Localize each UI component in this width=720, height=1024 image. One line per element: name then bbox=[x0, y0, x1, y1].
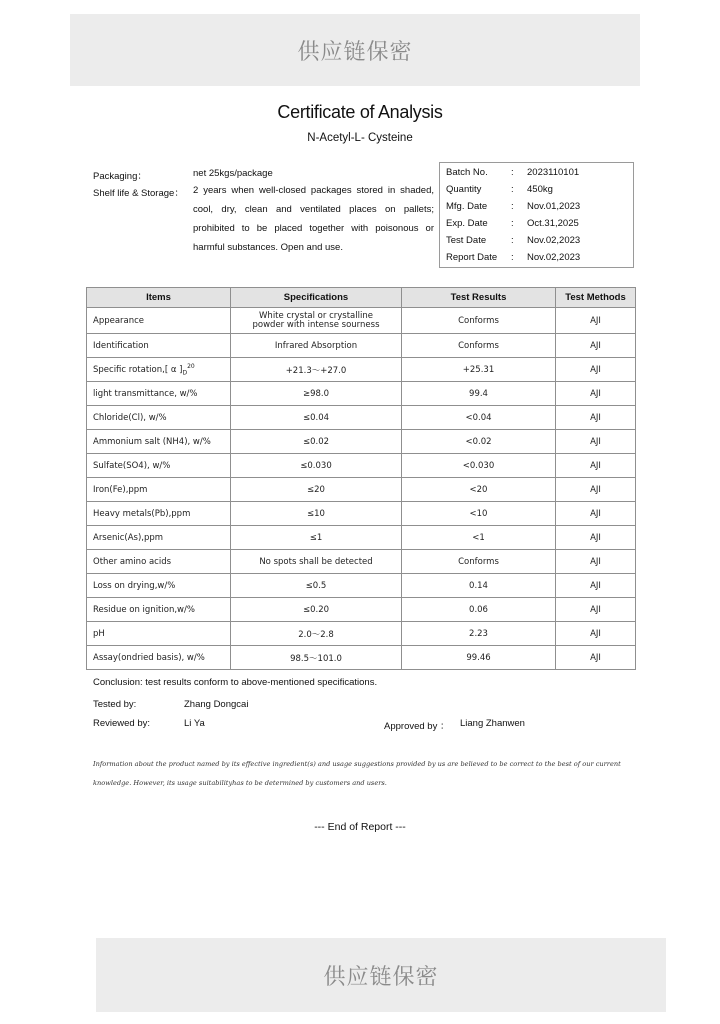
cell-specification: ≤0.02 bbox=[231, 430, 402, 454]
table-row bbox=[87, 598, 636, 622]
document-title: Certificate of Analysis bbox=[277, 102, 443, 122]
column-header-test-results: Test Results bbox=[402, 288, 556, 308]
table-row bbox=[87, 358, 636, 382]
batch-row-batch-no bbox=[440, 167, 633, 184]
cell-result: 0.14 bbox=[402, 574, 556, 598]
cell-specification bbox=[231, 308, 402, 334]
batch-value: Oct.31,2025 bbox=[527, 218, 579, 229]
batch-value: 450kg bbox=[527, 184, 553, 195]
cell-result: <0.030 bbox=[402, 454, 556, 478]
batch-label: Mfg. Date bbox=[446, 201, 488, 212]
shelf-life-value: 2 years when well-closed packages stored in shaded, cool, dry, clean and ventilated places on pallets; prohibited to be placed together with poisonous or harmful substances. Open and use. bbox=[193, 185, 434, 253]
cell-result: 2.23 bbox=[402, 622, 556, 646]
cell-method: AJI bbox=[556, 598, 636, 622]
reviewed-by-label: Reviewed by: bbox=[93, 718, 151, 729]
packaging-label: Packaging： bbox=[93, 171, 147, 182]
cell-method: AJI bbox=[556, 622, 636, 646]
batch-label: Test Date bbox=[446, 235, 487, 246]
batch-row-report-date bbox=[440, 252, 633, 269]
cell-result: <0.02 bbox=[402, 430, 556, 454]
column-header-items: Items bbox=[87, 288, 231, 308]
end-of-report: --- End of Report --- bbox=[314, 821, 406, 833]
batch-colon: : bbox=[511, 201, 514, 212]
cell-method: AJI bbox=[556, 550, 636, 574]
table-row bbox=[87, 574, 636, 598]
batch-row-exp-date bbox=[440, 218, 633, 235]
batch-label: Exp. Date bbox=[446, 218, 488, 229]
item-subscript: D bbox=[182, 369, 188, 377]
table-row bbox=[87, 334, 636, 358]
disclaimer-note: Information about the product named by its effective ingredient(s) and usage suggestions provided by us are believed to be correct to the best of our current knowledge. However, its usage suitabilityhas to be determined by customers and users. bbox=[93, 760, 621, 787]
cell-method: AJI bbox=[556, 358, 636, 382]
batch-label: Quantity bbox=[446, 184, 482, 195]
batch-row-mfg-date bbox=[440, 201, 633, 218]
cell-item: Heavy metals(Pb),ppm bbox=[87, 502, 231, 526]
batch-value: Nov.02,2023 bbox=[527, 252, 581, 263]
product-name: N-Acetyl-L- Cysteine bbox=[307, 132, 413, 144]
cell-item: Iron(Fe),ppm bbox=[87, 478, 231, 502]
cell-item: Sulfate(SO4), w/% bbox=[87, 454, 231, 478]
table-row bbox=[87, 454, 636, 478]
packaging-value: net 25kgs/package bbox=[193, 168, 273, 179]
approved-by-name: Liang Zhanwen bbox=[460, 718, 525, 729]
batch-colon: : bbox=[511, 167, 514, 178]
batch-value: Nov.01,2023 bbox=[527, 201, 581, 212]
batch-info-box bbox=[439, 162, 634, 268]
cell-item: Loss on drying,w/% bbox=[87, 574, 231, 598]
cell-method: AJI bbox=[556, 646, 636, 670]
table-row bbox=[87, 622, 636, 646]
cell-item: light transmittance, w/% bbox=[87, 382, 231, 406]
column-header-test-methods: Test Methods bbox=[556, 288, 636, 308]
batch-colon: : bbox=[511, 252, 514, 263]
column-header-specifications: Specifications bbox=[231, 288, 402, 308]
cell-specification: 98.5～101.0 bbox=[231, 646, 402, 670]
batch-row-test-date bbox=[440, 235, 633, 252]
batch-label: Batch No. bbox=[446, 167, 488, 178]
cell-item: Residue on ignition,w/% bbox=[87, 598, 231, 622]
cell-result: 0.06 bbox=[402, 598, 556, 622]
cell-item: Identification bbox=[87, 334, 231, 358]
spec-line: powder with intense sourness bbox=[252, 319, 380, 330]
batch-label: Report Date bbox=[446, 252, 498, 263]
item-text: Specific rotation,[ α ] bbox=[93, 364, 183, 375]
cell-specification: ≤10 bbox=[231, 502, 402, 526]
cell-item: Chloride(Cl), w/% bbox=[87, 406, 231, 430]
cell-item: Other amino acids bbox=[87, 550, 231, 574]
cell-specification: ≤0.20 bbox=[231, 598, 402, 622]
reviewed-by-name: Li Ya bbox=[184, 718, 205, 729]
table-row bbox=[87, 382, 636, 406]
watermark-bottom: 供应链保密 bbox=[96, 938, 666, 1012]
cell-result: Conforms bbox=[402, 334, 556, 358]
cell-result: Conforms bbox=[402, 308, 556, 334]
cell-result: <0.04 bbox=[402, 406, 556, 430]
spec-line: White crystal or crystalline bbox=[259, 310, 373, 321]
batch-value: Nov.02,2023 bbox=[527, 235, 581, 246]
cell-specification: ≤20 bbox=[231, 478, 402, 502]
analysis-table bbox=[86, 287, 636, 670]
cell-method: AJI bbox=[556, 406, 636, 430]
batch-row-quantity bbox=[440, 184, 633, 201]
cell-method: AJI bbox=[556, 382, 636, 406]
shelf-life-label: Shelf life & Storage： bbox=[93, 188, 184, 199]
cell-specification: +21.3～+27.0 bbox=[231, 358, 402, 382]
tested-by-name: Zhang Dongcai bbox=[184, 699, 249, 710]
cell-item: Assay(ondried basis), w/% bbox=[87, 646, 231, 670]
cell-method: AJI bbox=[556, 430, 636, 454]
cell-result: 99.46 bbox=[402, 646, 556, 670]
cell-result: Conforms bbox=[402, 550, 556, 574]
cell-result: 99.4 bbox=[402, 382, 556, 406]
cell-specification: No spots shall be detected bbox=[231, 550, 402, 574]
item-superscript: 20 bbox=[187, 362, 195, 370]
watermark-top: 供应链保密 bbox=[70, 14, 640, 86]
cell-item: Appearance bbox=[87, 308, 231, 334]
conclusion-text: Conclusion: test results conform to above-mentioned specifications. bbox=[93, 677, 378, 688]
cell-method: AJI bbox=[556, 308, 636, 334]
cell-method: AJI bbox=[556, 574, 636, 598]
table-header-row bbox=[87, 288, 636, 308]
cell-specification: ≤1 bbox=[231, 526, 402, 550]
table-row bbox=[87, 550, 636, 574]
table-row bbox=[87, 308, 636, 334]
cell-specification: Infrared Absorption bbox=[231, 334, 402, 358]
cell-specification: ≥98.0 bbox=[231, 382, 402, 406]
approved-by-label: Approved by ： bbox=[384, 721, 450, 732]
table-row bbox=[87, 646, 636, 670]
cell-item: Arsenic(As),ppm bbox=[87, 526, 231, 550]
batch-colon: : bbox=[511, 184, 514, 195]
cell-specification: 2.0～2.8 bbox=[231, 622, 402, 646]
table-row bbox=[87, 502, 636, 526]
cell-specification: ≤0.5 bbox=[231, 574, 402, 598]
cell-result: +25.31 bbox=[402, 358, 556, 382]
cell-item: Ammonium salt (NH4), w/% bbox=[87, 430, 231, 454]
batch-colon: : bbox=[511, 235, 514, 246]
table-row bbox=[87, 430, 636, 454]
cell-method: AJI bbox=[556, 526, 636, 550]
cell-item bbox=[87, 358, 231, 382]
table-row bbox=[87, 406, 636, 430]
cell-result: <20 bbox=[402, 478, 556, 502]
cell-method: AJI bbox=[556, 502, 636, 526]
cell-specification: ≤0.04 bbox=[231, 406, 402, 430]
cell-method: AJI bbox=[556, 454, 636, 478]
cell-item: pH bbox=[87, 622, 231, 646]
table-row bbox=[87, 526, 636, 550]
cell-result: <1 bbox=[402, 526, 556, 550]
batch-value: 2023110101 bbox=[527, 167, 580, 178]
cell-specification: ≤0.030 bbox=[231, 454, 402, 478]
batch-colon: : bbox=[511, 218, 514, 229]
tested-by-label: Tested by: bbox=[93, 699, 137, 710]
cell-method: AJI bbox=[556, 478, 636, 502]
table-row bbox=[87, 478, 636, 502]
cell-result: <10 bbox=[402, 502, 556, 526]
cell-method: AJI bbox=[556, 334, 636, 358]
